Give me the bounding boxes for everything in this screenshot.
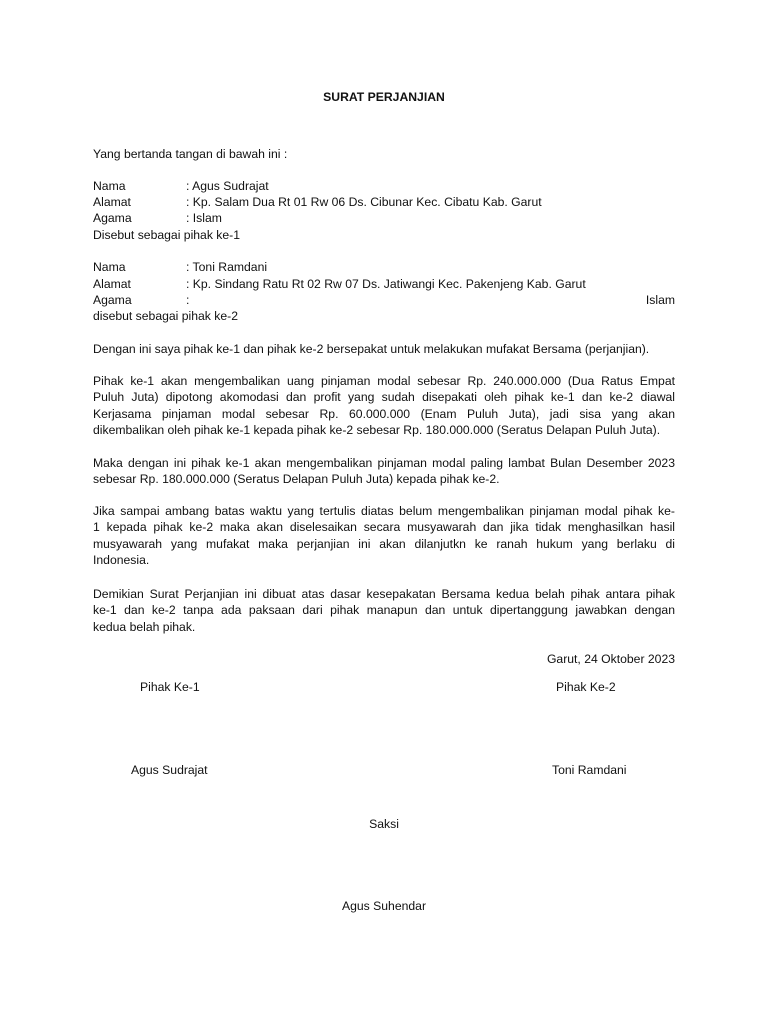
paragraph-line: dikembalikan oleh pihak ke-1 kepada pihak ke-2 sebesar Rp. 180.000.000 (Seratus Delapan Puluh Juta). xyxy=(93,422,661,437)
paragraph-line: Dengan ini saya pihak ke-1 dan pihak ke-2 bersepakat untuk melakukan mufakat Bersama (perjanjian). xyxy=(93,342,650,356)
witness-name: Agus Suhendar xyxy=(341,899,427,913)
paragraph-line: Indonesia. xyxy=(93,552,150,567)
witness-heading: Saksi xyxy=(369,817,399,831)
paragraph-line: Jika sampai ambang batas waktu yang tertulis diatas belum mengembalikan pinjaman modal pihak ke- xyxy=(93,504,675,518)
paragraph-dispute xyxy=(93,503,675,568)
paragraph-line: musyawarah yang mufakat maka perjanjian ini akan dilanjutkn ke ranah hukum yang berlaku di xyxy=(93,536,675,551)
paragraph-line: ke-1 dan ke-2 tanpa ada paksaan dari pihak manapun dan untuk dipertanggung jawabkan dengan xyxy=(93,603,675,618)
party1-agama-label: Agama xyxy=(93,211,132,225)
paragraph-closing xyxy=(93,586,675,635)
party1-signature-name: Agus Sudrajat xyxy=(131,763,208,777)
party1-signature-heading: Pihak Ke-1 xyxy=(140,680,200,694)
paragraph-agreement xyxy=(93,341,675,357)
party1-nama-value: : Agus Sudrajat xyxy=(186,179,269,193)
party2-nama-value: : Toni Ramdani xyxy=(186,260,268,274)
party2-nama-label: Nama xyxy=(93,260,126,274)
paragraph-line: 1 kepada pihak ke-2 maka akan diselesaikan secara musyawarah dan jika tidak menghasilkan hasil xyxy=(93,520,675,535)
paragraph-line: Maka dengan ini pihak ke-1 akan mengembalikan pinjaman modal paling lambat Bulan Desember 2023 xyxy=(93,456,675,470)
party2-signature-heading: Pihak Ke-2 xyxy=(556,680,616,694)
paragraph-line: Puluh Juta) dipotong akomodasi dan profit yang sudah disepakati oleh pihak ke-1 dan ke-2 diawal xyxy=(93,390,675,405)
party1-agama-value: : Islam xyxy=(186,211,222,225)
paragraph-line: Kerjasama pinjaman modal sebesar Rp. 60.000.000 (Enam Puluh Juta), jadi sisa yang akan xyxy=(93,406,675,421)
party1-alamat-label: Alamat xyxy=(93,195,131,209)
party2-signature-name: Toni Ramdani xyxy=(552,763,627,777)
party2-agama-label: Agama xyxy=(93,293,132,307)
paragraph-line: Demikian Surat Perjanjian ini dibuat atas dasar kesepakatan Bersama kedua belah pihak antara pihak xyxy=(93,587,675,601)
place-date: Garut, 24 Oktober 2023 xyxy=(546,652,675,666)
party2-alamat-label: Alamat xyxy=(93,277,131,291)
party2-agama-value: Islam xyxy=(645,293,675,307)
party1-nama-label: Nama xyxy=(93,179,126,193)
party2-alamat-value: : Kp. Sindang Ratu Rt 02 Rw 07 Ds. Jatiwangi Kec. Pakenjeng Kab. Garut xyxy=(186,277,586,291)
paragraph-deadline xyxy=(93,455,675,488)
paragraph-loan-return xyxy=(93,373,675,438)
party1-note: Disebut sebagai pihak ke-1 xyxy=(93,228,241,242)
document-title: SURAT PERJANJIAN xyxy=(323,90,445,104)
paragraph-line: Pihak ke-1 akan mengembalikan uang pinjaman modal sebesar Rp. 240.000.000 (Dua Ratus Empat xyxy=(93,374,675,388)
paragraph-line: kedua belah pihak. xyxy=(93,619,196,634)
party2-agama-colon: : xyxy=(186,293,190,307)
intro-text: Yang bertanda tangan di bawah ini : xyxy=(93,147,288,161)
party1-alamat-value: : Kp. Salam Dua Rt 01 Rw 06 Ds. Cibunar Kec. Cibatu Kab. Garut xyxy=(186,195,542,209)
party2-note: disebut sebagai pihak ke-2 xyxy=(93,309,238,323)
paragraph-line: sebesar Rp. 180.000.000 (Seratus Delapan Puluh Juta) kepada pihak ke-2. xyxy=(93,472,500,487)
